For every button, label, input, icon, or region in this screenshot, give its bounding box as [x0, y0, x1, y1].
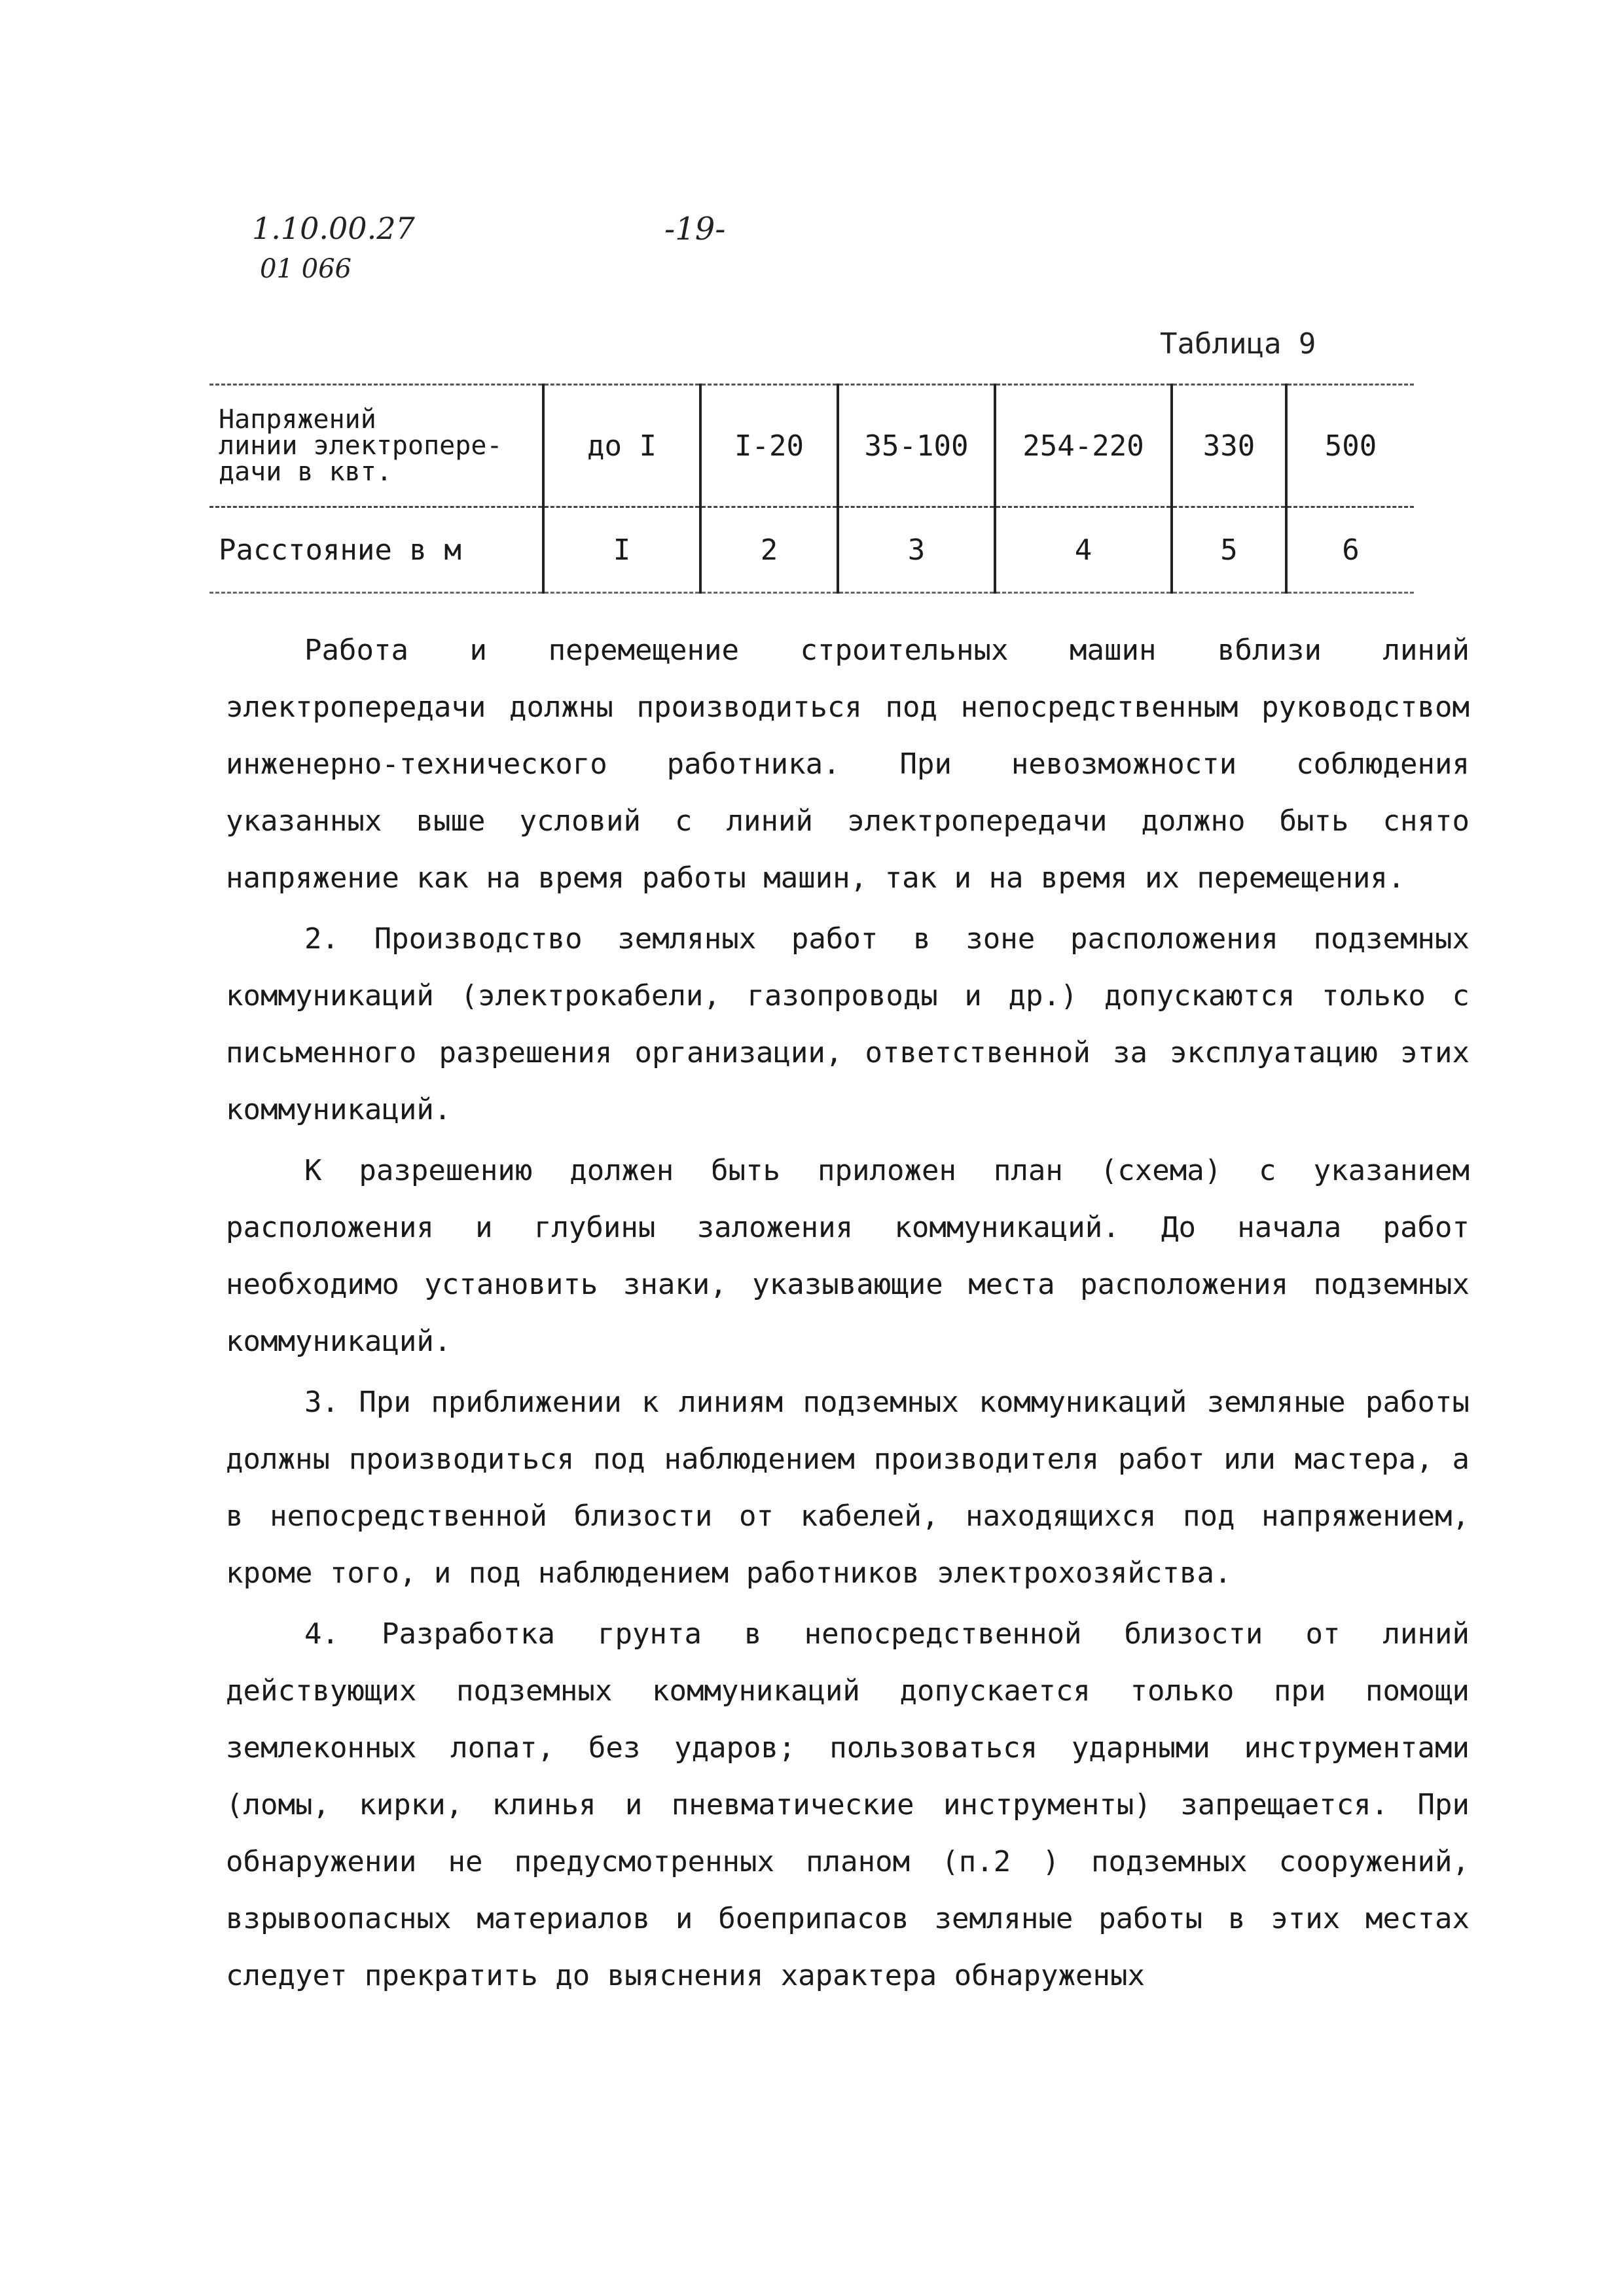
table-cell: 3	[838, 507, 995, 593]
paragraph: Работа и перемещение строительных машин вблизи линий электропередачи должны производиться под непосредственным руководством инженерно-технического работника. При невозможности соблюдения указанных выше условий с линий электропередачи должно быть снято напряжение как на время работы машин, так и на время их перемещения.	[226, 634, 1470, 895]
voltage-label-cell	[209, 385, 543, 507]
table-cell: I	[543, 507, 700, 593]
paragraph: 3. При приближении к линиям подземных коммуникаций земляные работы должны производиться под наблюдением производителя работ или мастера, а в непосредственной близости от кабелей, находящихся под напряжением, кроме того, и под наблюдением работников электрохозяйства.	[226, 1386, 1470, 1590]
paragraph: 4. Разработка грунта в непосредственной близости от линий действующих подземных коммуникаций допускается только при помощи землеконных лопат, без ударов; пользоваться ударными инструментами (ломы, кирки, клинья и пневматические инструменты) запрещается. При обнаружении не предусмотренных планом (п.2 ) подземных сооружений, взрывоопасных материалов и боеприпасов земляные работы в этих местах следует прекратить до выяснения характера обнаруженых	[226, 1617, 1470, 1992]
table-row-voltage	[209, 385, 1414, 507]
table-caption: Таблица 9	[1160, 327, 1316, 361]
voltage-label: Напряжений линии электропере- дачи в квт.	[219, 404, 503, 487]
table-cell: 2	[700, 507, 838, 593]
voltage-distance-table	[209, 384, 1414, 594]
table-cell: 500	[1286, 385, 1414, 507]
paragraph: 2. Производство земляных работ в зоне расположения подземных коммуникаций (электрокабели, газопроводы и др.) допускаются только с письменного разрешения организации, ответственной за эксплуатацию этих коммуникаций.	[226, 922, 1470, 1126]
document-code-line1: 1.10.00.27	[252, 211, 415, 246]
table-cell: 4	[995, 507, 1172, 593]
document-code-line2: 01 066	[260, 254, 352, 284]
document-code	[252, 208, 415, 289]
table-cell: 35-100	[838, 385, 995, 507]
table-cell: I-20	[700, 385, 838, 507]
table-row-distance	[209, 507, 1414, 593]
paragraph: К разрешению должен быть приложен план (схема) с указанием расположения и глубины заложения коммуникаций. До начала работ необходимо установить знаки, указывающие места расположения подземных коммуникаций.	[226, 1154, 1470, 1358]
page-number: -19-	[664, 211, 726, 247]
body-text	[226, 622, 1470, 2004]
table-cell: 254-220	[995, 385, 1172, 507]
table-cell: до I	[543, 385, 700, 507]
table-cell: 5	[1172, 507, 1286, 593]
table-cell: 6	[1286, 507, 1414, 593]
distance-label: Расстояние в м	[209, 507, 543, 593]
table-cell: 330	[1172, 385, 1286, 507]
